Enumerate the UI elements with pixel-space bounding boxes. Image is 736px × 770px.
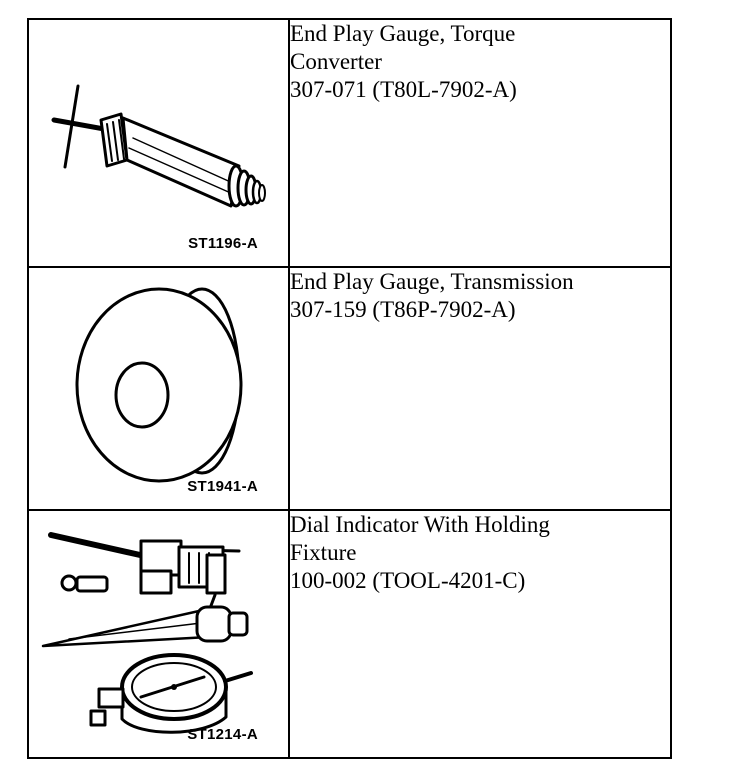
tool-row: [28, 510, 671, 758]
figure-label: ST1214-A: [187, 726, 258, 743]
figure-label: ST1196-A: [188, 235, 258, 252]
tool-part-number: 100-002 (TOOL-4201-C): [290, 568, 526, 593]
tool-illustration-cell: [28, 267, 289, 510]
tool-row: [28, 267, 671, 510]
tool-name: Converter: [290, 49, 382, 74]
tool-row: [28, 19, 671, 267]
tool-part-number: 307-071 (T80L-7902-A): [290, 77, 517, 102]
dial-indicator-with-fixture-icon: [29, 511, 288, 759]
tool-description: [289, 510, 671, 758]
tool-description: [289, 19, 671, 267]
tool-name: Fixture: [290, 540, 357, 565]
tool-part-number: 307-159 (T86P-7902-A): [290, 297, 516, 322]
tool-description: [289, 267, 671, 510]
special-tools-table: [27, 18, 672, 759]
tool-name: Dial Indicator With Holding: [290, 512, 550, 537]
figure-label: ST1941-A: [187, 478, 258, 495]
transmission-end-play-gauge-icon: [29, 268, 288, 511]
torque-converter-end-play-gauge-icon: [29, 20, 288, 268]
tool-illustration-cell: [28, 19, 289, 267]
tool-name: End Play Gauge, Transmission: [290, 269, 574, 294]
tool-name: End Play Gauge, Torque: [290, 21, 516, 46]
tool-illustration-cell: [28, 510, 289, 758]
